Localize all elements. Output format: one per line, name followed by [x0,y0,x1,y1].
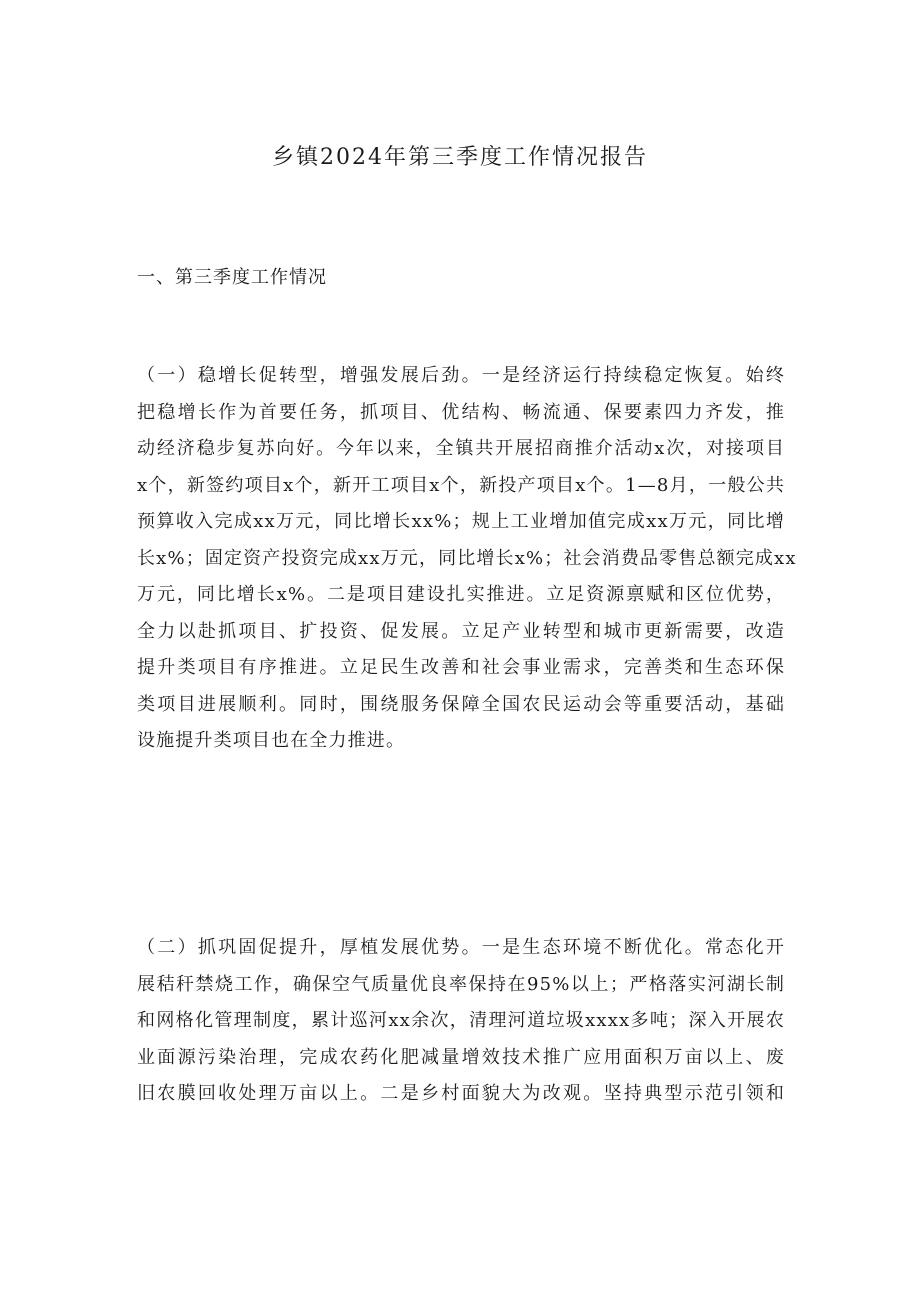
paragraph-line: （一）稳增长促转型，增强发展后劲。一是经济运行持续稳定恢复。始终 [137,365,785,386]
paragraph-line: 全力以赴抓项目、扩投资、促发展。立足产业转型和城市更新需要，改造 [137,620,785,642]
paragraph-line: 展秸秆禁烧工作，确保空气质量优良率保持在95%以上；严格落实河湖长制 [137,973,785,995]
paragraph-line: 预算收入完成xx万元，同比增长xx%；规上工业增加值完成xx万元，同比增 [137,511,785,532]
paragraph-line: 业面源污染治理，完成农药化肥减量增效技术推广应用面积万亩以上、废 [137,1046,785,1068]
paragraph-line: 提升类项目有序推进。立足民生改善和社会事业需求，完善类和生态环保 [137,657,785,678]
paragraph-line: 长x%；固定资产投资完成xx万元，同比增长x%；社会消费品零售总额完成xx [137,547,797,569]
paragraph-line: 类项目进展顺利。同时，围绕服务保障全国农民运动会等重要活动，基础 [137,693,785,715]
paragraph-line: 把稳增长作为首要任务，抓项目、优结构、畅流通、保要素四力齐发，推 [137,401,785,423]
paragraph-2 [137,930,785,1113]
paragraph-line: 设施提升类项目也在全力推进。 [137,730,406,751]
paragraph-line: x个，新签约项目x个，新开工项目x个，新投产项目x个。1—8月，一般公共 [137,474,785,496]
document-title: 乡镇2024年第三季度工作情况报告 [272,145,648,170]
paragraph-line: 旧农膜回收处理万亩以上。二是乡村面貌大为改观。坚持典型示范引领和 [137,1083,785,1104]
paragraph-line: （二）抓巩固促提升，厚植发展优势。一是生态环境不断优化。常态化开 [137,937,785,958]
paragraph-line: 和网格化管理制度，累计巡河xx余次，清理河道垃圾xxxx多吨；深入开展农 [137,1010,785,1031]
paragraph-line: 万元，同比增长x%。二是项目建设扎实推进。立足资源禀赋和区位优势， [137,584,785,605]
paragraph-1 [137,358,797,760]
paragraph-line: 动经济稳步复苏向好。今年以来，全镇共开展招商推介活动x次，对接项目 [137,438,785,459]
section-heading: 一、第三季度工作情况 [137,267,327,288]
